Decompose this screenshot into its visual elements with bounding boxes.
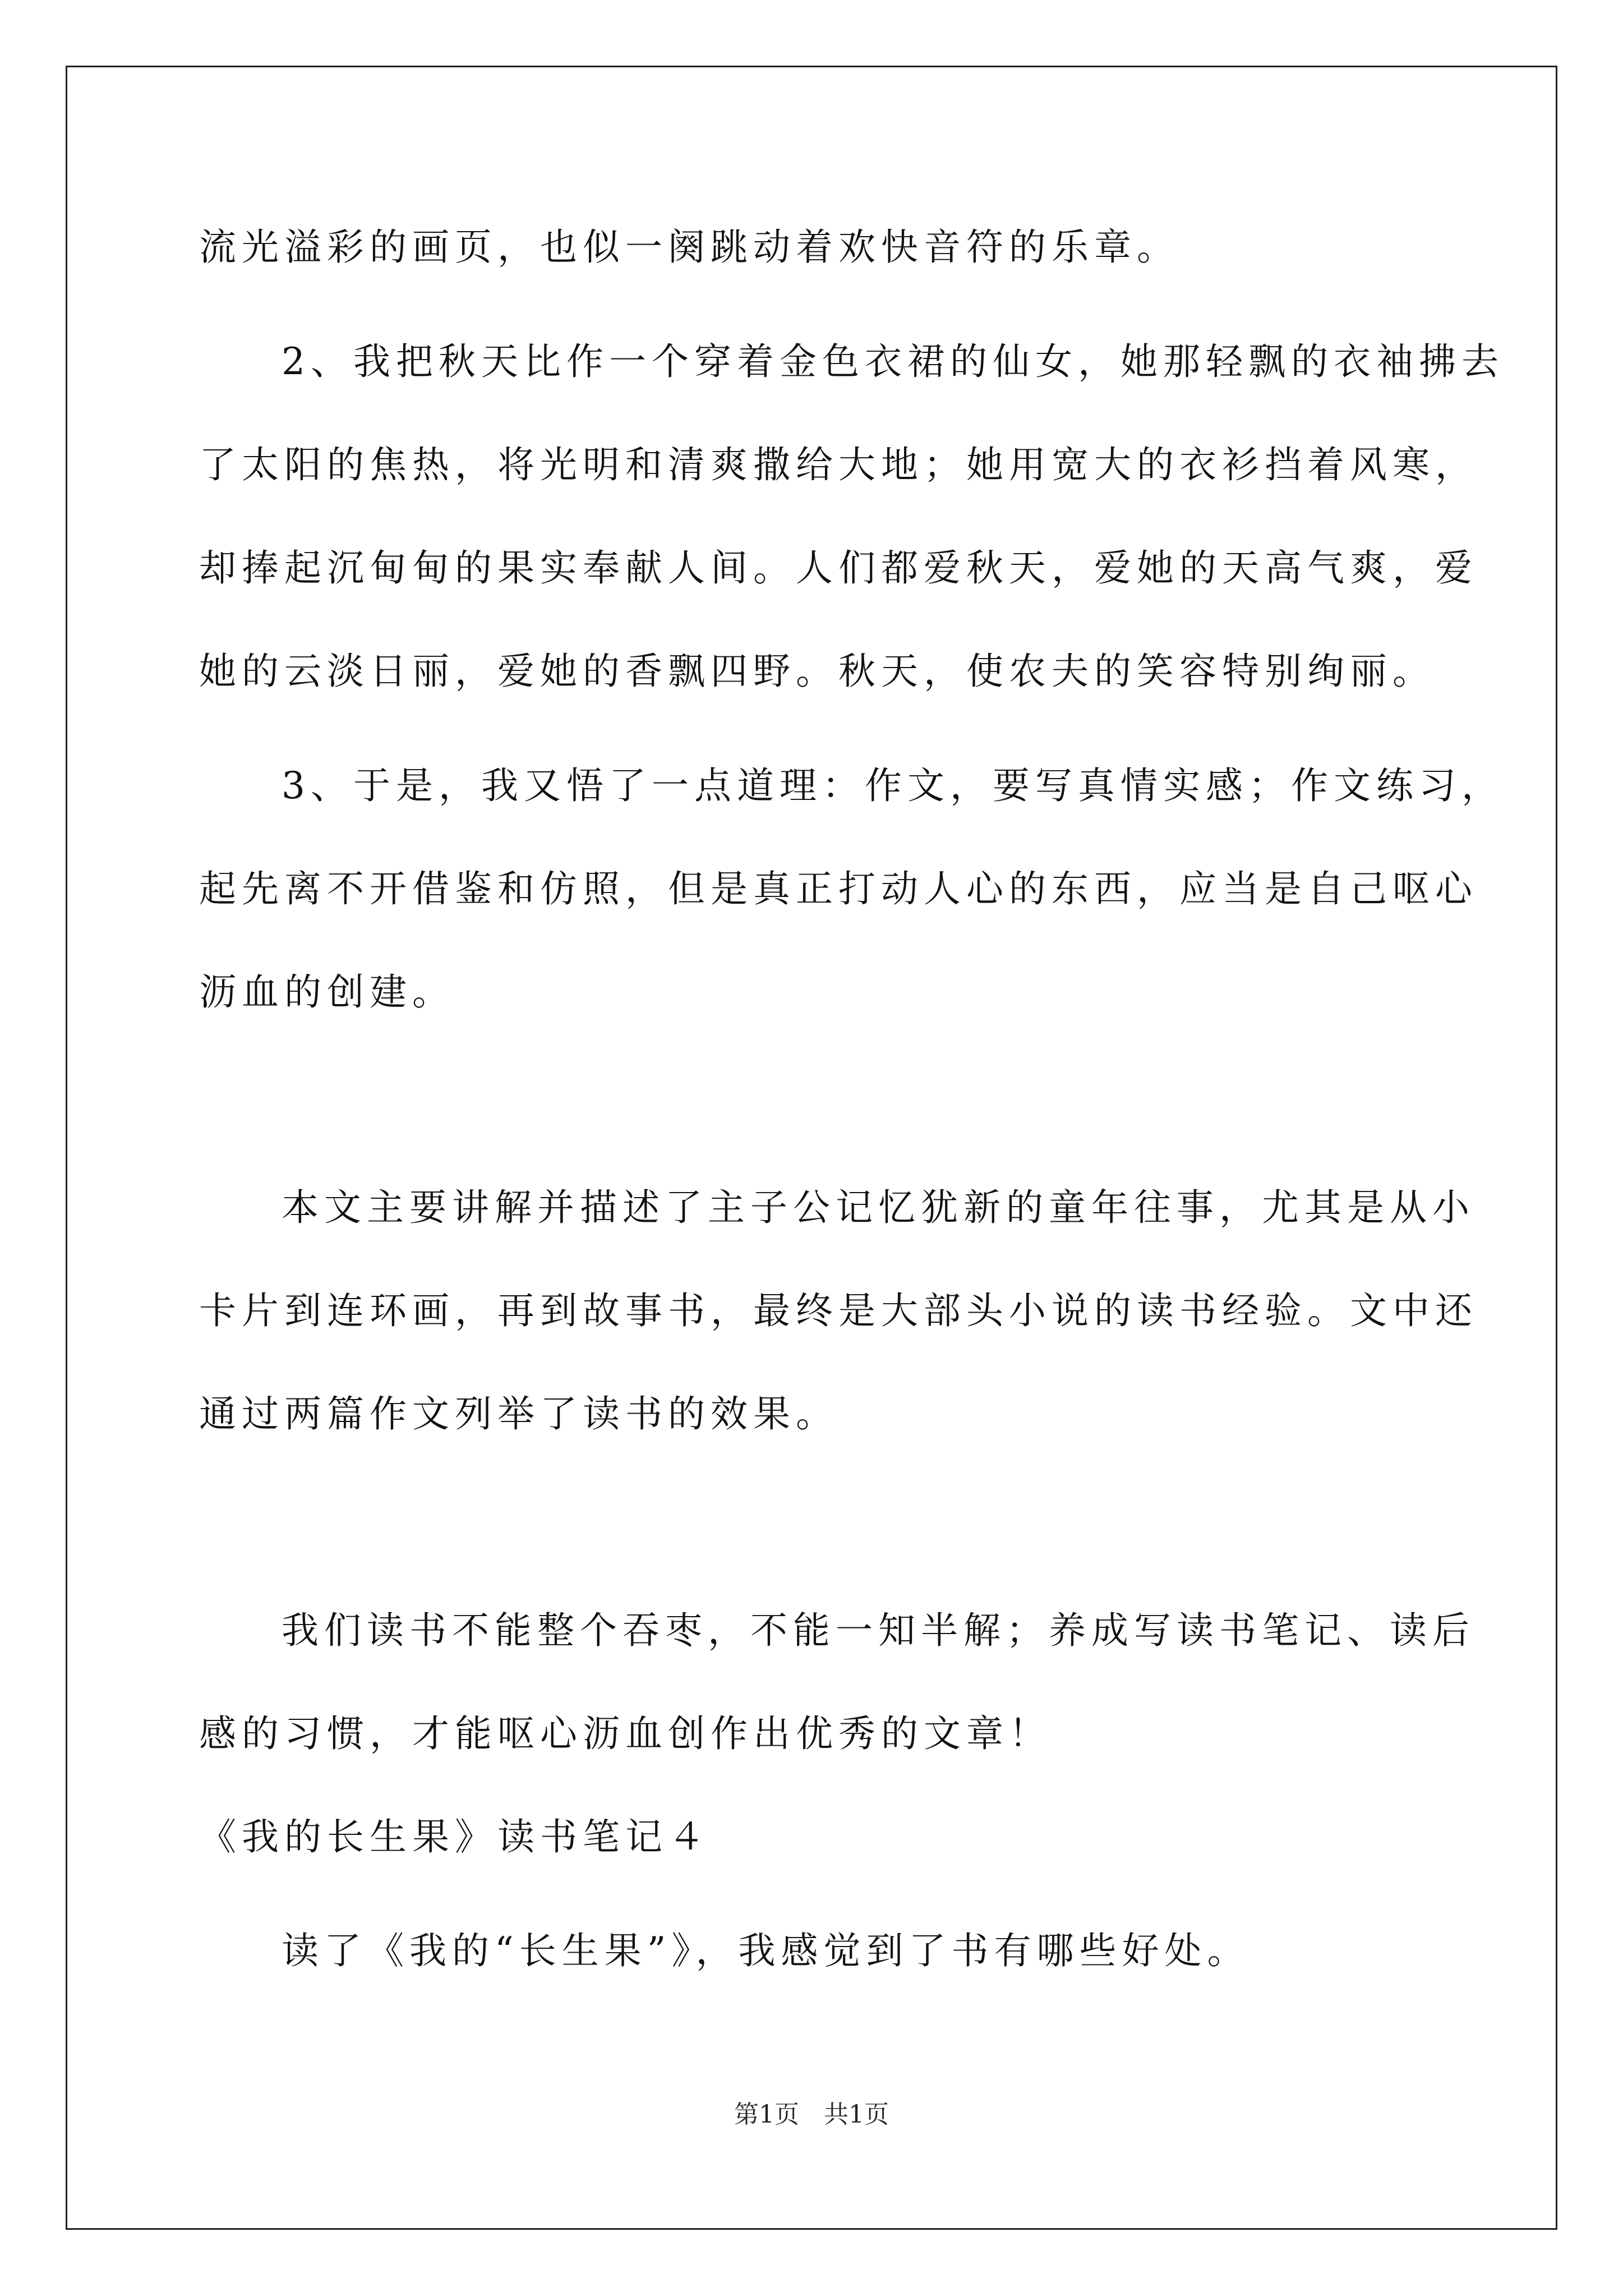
text-line-10: 卡片到连环画，再到故事书，最终是大部头小说的读书经验。文中还 (199, 1289, 1478, 1332)
text-line-14: 读了《我的“长生果”》，我感觉到了书有哪些好处。 (282, 1929, 1250, 1972)
text-line-3: 了太阳的焦热，将光明和清爽撒给大地；她用宽大的衣衫挡着风寒， (199, 443, 1478, 486)
section-heading: 《我的长生果》读书笔记４ (199, 1815, 711, 1858)
text-line-8: 沥血的创建。 (199, 970, 455, 1014)
text-line-1: 流光溢彩的画页，也似一阕跳动着欢快音符的乐章。 (199, 226, 1179, 269)
page-border (66, 66, 1557, 2230)
text-line-6: 3、于是，我又悟了一点道理：作文，要写真情实感；作文练习， (282, 764, 1504, 807)
text-line-13: 感的习惯，才能呕心沥血创作出优秀的文章！ (199, 1712, 1052, 1755)
text-line-9: 本文主要讲解并描述了主子公记忆犹新的童年往事，尤其是从小 (282, 1186, 1475, 1229)
text-line-5: 她的云淡日丽，爱她的香飘四野。秋天，使农夫的笑容特别绚丽。 (199, 650, 1435, 693)
text-line-2: 2、我把秋天比作一个穿着金色衣裙的仙女，她那轻飘的衣袖拂去 (282, 340, 1504, 383)
page-footer: 第1页 共1页 (734, 2100, 889, 2129)
text-line-4: 却捧起沉甸甸的果实奉献人间。人们都爱秋天，爱她的天高气爽，爱 (199, 546, 1478, 590)
text-line-11: 通过两篇作文列举了读书的效果。 (199, 1392, 838, 1435)
text-line-12: 我们读书不能整个吞枣，不能一知半解；养成写读书笔记、读后 (282, 1609, 1475, 1652)
text-line-7: 起先离不开借鉴和仿照，但是真正打动人心的东西，应当是自己呕心 (199, 867, 1478, 910)
